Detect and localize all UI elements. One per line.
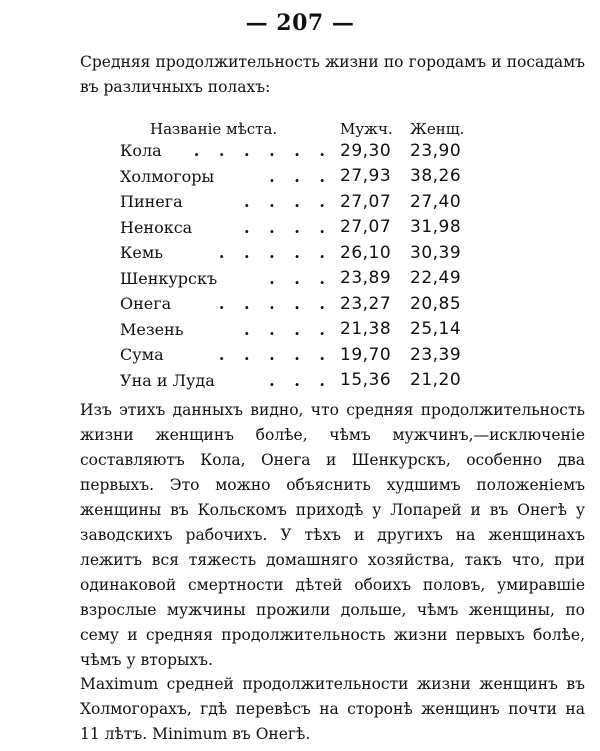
male-value: 23,27 [340,293,392,314]
leader-dots: . . . . . [218,345,332,365]
leader-dots: . . . . [244,217,332,237]
body-paragraph-1: Изъ этихъ данныхъ видно, что средняя продолжительность жизни женщинъ болѣе, чѣмъ мужчинъ,—исключеніе составляютъ Кола, Онега и Шенкурскъ, особенно два первыхъ. Это можно объяснить худшимъ положеніемъ женщины въ Кольскомъ приходѣ у Лопарей и въ Онегѣ у заводскихъ рабочихъ. У тѣхъ и другихъ на женщинахъ лежитъ вся тяжесть домашняго хозяйства, такъ что, при одинаковой смертности дѣтей обоихъ половъ, умиравшіе взрослые мужчины прожили дольше, чѣмъ женщины, по сему и средняя продолжительность жизни первыхъ болѣе, чѣмъ у вторыхъ. [80,401,585,669]
female-value: 20,85 [410,293,462,314]
male-value: 27,07 [340,217,392,238]
table-row [120,240,480,266]
male-value: 27,93 [340,166,392,187]
life-expectancy-table [120,116,480,393]
table-row [120,291,480,317]
place-name: Холмогоры [120,166,215,186]
female-value: 23,39 [410,344,462,365]
table-row [120,317,480,343]
place-name: Шенкурскъ [120,268,218,288]
female-value: 38,26 [410,166,462,187]
table-row [120,368,480,394]
male-value: 19,70 [340,344,392,365]
place-name: Онега [120,294,172,314]
place-name: Кола [120,141,162,161]
place-name: Сума [120,345,164,365]
leader-dots: . . . . . [218,294,332,314]
table-row [120,164,480,190]
table-header [120,116,480,138]
female-value: 22,49 [410,268,462,289]
header-male: Мужч. [340,120,393,138]
male-value: 27,07 [340,191,392,212]
table-row [120,342,480,368]
male-value: 21,38 [340,319,392,340]
female-value: 25,14 [410,319,462,340]
male-value: 15,36 [340,370,392,391]
female-value: 30,39 [410,242,462,263]
leader-dots: . . . . . . [193,141,332,161]
header-place: Названіе мѣста. [150,120,278,138]
body-paragraph-2: Maximum средней продолжительности жизни женщинъ въ Холмогорахъ, гдѣ перевѣсъ на сторонѣ женщинъ почти на 11 лѣтъ. Minimum въ Онегѣ. [80,675,585,743]
female-value: 23,90 [410,140,462,161]
leader-dots: . . . [269,268,332,288]
header-female: Женщ. [410,120,465,138]
table-row [120,215,480,241]
female-value: 21,20 [410,370,462,391]
place-name: Пинега [120,192,183,212]
leader-dots: . . . . . [218,243,332,263]
female-value: 31,98 [410,217,462,238]
table-row [120,138,480,164]
leader-dots: . . . [269,370,332,390]
intro-paragraph: Средняя продолжительность жизни по городамъ и посадамъ въ различныхъ полахъ: [80,53,585,96]
male-value: 23,89 [340,268,392,289]
place-name: Ненокса [120,217,193,237]
leader-dots: . . . . [244,319,332,339]
place-name: Уна и Луда [120,370,215,390]
table-row [120,189,480,215]
place-name: Кемь [120,243,164,263]
page-number: — 207 — [245,10,355,36]
place-name: Мезень [120,319,184,339]
male-value: 29,30 [340,140,392,161]
leader-dots: . . . [269,166,332,186]
table-row [120,266,480,292]
leader-dots: . . . . [244,192,332,212]
female-value: 27,40 [410,191,462,212]
male-value: 26,10 [340,242,392,263]
